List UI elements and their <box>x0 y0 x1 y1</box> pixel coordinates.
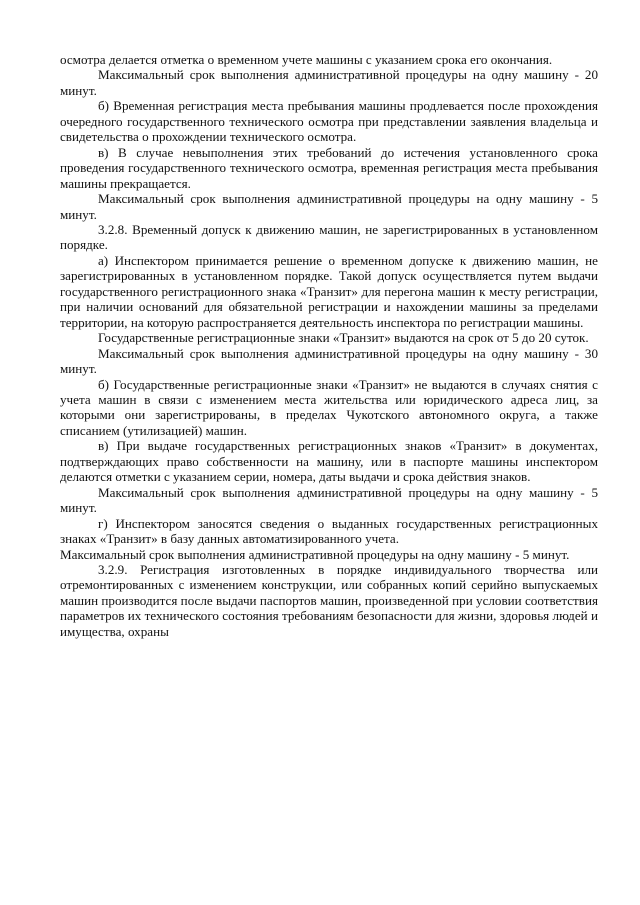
paragraph-1: осмотра делается отметка о временном учете машины с указанием срока его окончания. <box>60 52 553 67</box>
paragraph-11: в) При выдаче государственных регистрационных знаков «Транзит» в документах, подтверждающих право собственности на машину, или в паспорте машины инспектором делаются отметки с указанием серии, номера, даты выдачи и срока действия знаков. <box>60 438 598 485</box>
paragraph-9: Максимальный срок выполнения административной процедуры на одну машину - 30 минут. <box>60 345 598 377</box>
paragraph-7: а) Инспектором принимается решение о временном допуске к движению машин, не зарегистрированных в установленном порядке. Такой допуск осуществляется путем выдачи государственного регистрационного знака «Транзит» для перегона машин к месту регистрации, при наличии оснований для обязательной регистрации и нахождении машины за пределами территории, на которую распространяется деятельность инспектора по регистрации машины. <box>60 252 598 330</box>
paragraph-14: Максимальный срок выполнения административной процедуры на одну машину - 5 минут. <box>60 546 570 562</box>
paragraph-15: 3.2.9. Регистрация изготовленных в порядке индивидуального творчества или отремонтированных с изменением конструкции, или собранных копий серийно выпускаемых машин производится после выдачи паспортов машин, произведенной при условии соответствия параметров их технического состояния требованиям безопасности для жизни, здоровья людей и имущества, охраны <box>60 561 598 639</box>
paragraph-6: 3.2.8. Временный допуск к движению машин, не зарегистрированных в установленном порядке. <box>60 221 598 253</box>
paragraph-2: Максимальный срок выполнения административной процедуры на одну машину - 20 минут. <box>60 67 598 98</box>
paragraph-10: б) Государственные регистрационные знаки «Транзит» не выдаются в случаях снятия с учета машин в связи с изменением места жительства или юридического адреса лиц, за которыми они зарегистрированы, в пределах Чукотского автономного округа, а также списанием (утилизацией) машин. <box>60 376 598 438</box>
paragraph-3: б) Временная регистрация места пребывания машины продлевается после прохождения очередного государственного технического осмотра при представлении заявления владельца и свидетельства о прохождении технического осмотра. <box>60 98 598 145</box>
paragraph-5: Максимальный срок выполнения административной процедуры на одну машину - 5 минут. <box>60 191 598 222</box>
paragraph-4: в) В случае невыполнения этих требований до истечения установленного срока проведения государственного технического осмотра, временная регистрация места пребывания машины прекращается. <box>60 144 598 191</box>
paragraph-12: Максимальный срок выполнения административной процедуры на одну машину - 5 минут. <box>60 484 598 516</box>
paragraph-13: г) Инспектором заносятся сведения о выданных государственных регистрационных знаках «Транзит» в базу данных автоматизированного учета. <box>60 515 598 547</box>
paragraph-8: Государственные регистрационные знаки «Транзит» выдаются на срок от 5 до 20 суток. <box>98 330 589 346</box>
